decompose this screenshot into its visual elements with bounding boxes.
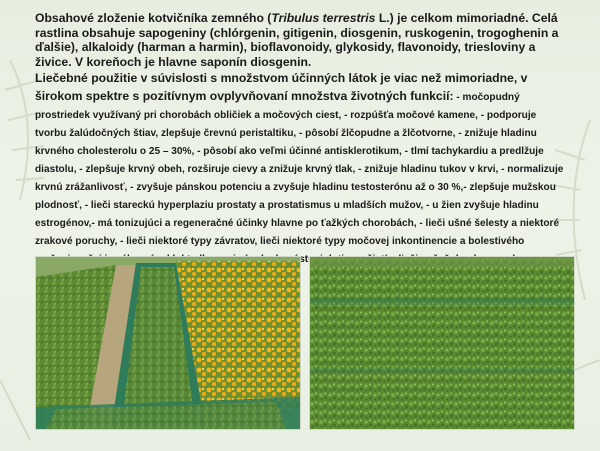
intro-post: L.) je celkom mimoriadné. Celá rastlina obsahuje sapogeniny (chlórgenin, gitigenin, diosgenin, ruskogenin, trogoghenin a ďalšie), alkaloidy (harman a harmin), bioflavonoidy, glykosidy, flavonoidy, triesloviny a živice. V koreňoch je hlavne saponín diosgenin.	[35, 11, 559, 69]
uses-heading: Liečebné použitie v súvislosti s množstvom účinných látok je viac než mimoriadne, v širokom spektre s pozitívnym ovplyvňovaní množstva životných funkcií:	[35, 71, 528, 104]
field-photo-left-image	[36, 257, 300, 429]
uses-list: - močopudný prostriedek využívaný pri chorobách obličiek a močových ciest, - rozpúšťa močové kamene, - podporuje tvorbu žalúdočných štiav, zlepšuje črevnú peristaltiku, - pôsobí žlčopudne a žlčotvorne, - znižuje hladinu krvného cholesterolu o 25 – 30%, - pôsobí ako veľmi účinné antisklerotikum, - tlmí tachykardiu a predlžuje diastolu, - zlepšuje krvný obeh, rozširuje cievy a znižuje krvný tlak, - znižuje hladinu tukov v krvi, - normalizuje krvnú zrážanlivosť, - zvyšuje pánskou potenciu a zvyšuje hladinu testosterónu až o 30 %,- zlepšuje mužskou plodnosť, - lieči stareckú hyperplaziu prostaty a prostatismus u mladších mužov, - u žien zvyšuje hladinu estrogénov,- má tonizujúci a regeneračné účinky hlavne po ťažkých chorobách, - lieči ušné šelesty a niektoré zrakové poruchy, - lieči niektoré typy závratov, lieči niektoré typy močovej inkontinencie a bolestivého ústnej	[35, 92, 564, 266]
uses-paragraph	[35, 69, 570, 267]
main-text	[35, 11, 570, 267]
field-photo-left	[35, 256, 301, 430]
composition-paragraph	[35, 11, 570, 69]
field-photo-right-image	[310, 257, 574, 429]
latin-name: Tribulus terrestris	[271, 11, 376, 25]
intro-pre: Obsahové zloženie kotvičníka zemného (	[35, 11, 272, 25]
field-photo-right	[309, 256, 575, 430]
